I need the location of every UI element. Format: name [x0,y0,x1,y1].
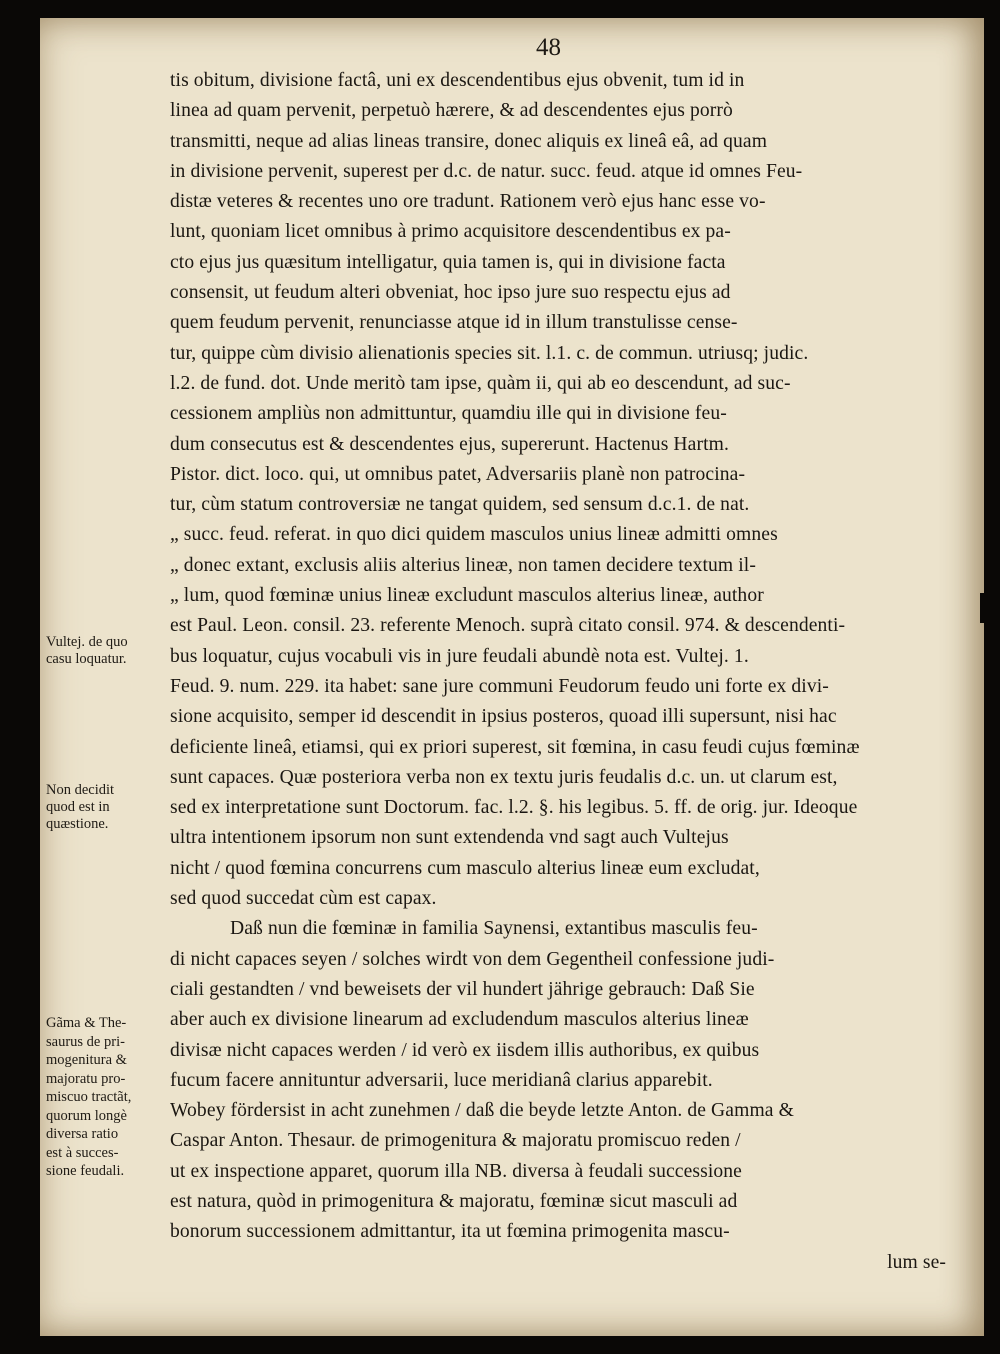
text-line: cessionem ampliùs non admittuntur, quamdiu ille qui in divisione feu- [170,403,727,425]
text-line: transmitti, neque ad alias lineas transire, donec aliquis ex lineâ eâ, ad quam [170,130,768,152]
margin-note-line: sione feudali. [46,1163,125,1179]
text-line: cto ejus jus quæsitum intelligatur, quia tamen is, qui in divisione facta [170,251,726,273]
text-line: ut ex inspectione apparet, quorum illa NB. diversa à feudali successione [170,1160,742,1182]
page-number: 48 [536,34,561,61]
text-line: est Paul. Leon. consil. 23. referente Menoch. suprà citato consil. 974. & descendenti- [170,615,846,637]
text-line: tur, cùm statum controversiæ ne tangat quidem, sed sensum d.c.1. de nat. [170,494,750,516]
margin-note-line: majoratu pro- [46,1070,126,1087]
margin-note-line: Non decidit [46,782,115,798]
text-line: di nicht capaces seyen / solches wirdt von dem Gegentheil confessione judi- [170,948,775,970]
text-line: „ lum, quod fœminæ unius lineæ excludunt masculos alterius lineæ, author [170,585,764,607]
margin-note-line: Gãma & The- [46,1015,127,1031]
text-line: Caspar Anton. Thesaur. de primogenitura & majoratu promiscuo reden / [170,1130,741,1152]
text-line: in divisione pervenit, superest per d.c. de natur. succ. feud. atque id omnes Feu- [170,160,803,182]
text-line: Wobey fördersist in acht zunehmen / daß die beyde letzte Anton. de Gamma & [170,1100,794,1122]
text-line: dum consecutus est & descendentes ejus, supererunt. Hactenus Hartm. [170,433,729,455]
text-line: ciali gestandten / vnd beweisets der vil hundert jährige gebrauch: Daß Sie [170,978,755,1000]
margin-note-line: casu loquatur. [46,651,127,667]
text-line: Feud. 9. num. 229. ita habet: sane jure communi Feudorum feudo uni forte ex divi- [170,675,829,697]
margin-note-line: miscuo tractãt, [46,1089,132,1105]
margin-note-non-decidit [46,782,174,833]
text-line: tis obitum, divisione factâ, uni ex descendentibus ejus obvenit, tum id in [170,70,745,91]
text-line: fucum facere annituntur adversarii, luce meridianâ clarius apparebit. [170,1069,713,1091]
text-line: sed ex interpretatione sunt Doctorum. fac. l.2. §. his legibus. 5. ff. de orig. jur. Ideoque [170,797,858,819]
book-page [40,18,984,1336]
text-line: Daß nun die fœminæ in familia Saynensi, extantibus masculis feu- [230,918,758,940]
margin-note-line: Vultej. de quo [46,634,128,650]
margin-note-line: saurus de pri- [46,1033,125,1050]
margin-note-line: est à succes- [46,1144,119,1161]
text-line: est natura, quòd in primogenitura & majoratu, fœminæ sicut masculi ad [170,1190,738,1212]
margin-note-line: diversa ratio [46,1126,119,1142]
text-line: distæ veteres & recentes uno ore tradunt. Rationem verò ejus hanc esse vo- [170,191,766,213]
text-line: lunt, quoniam licet omnibus à primo acquisitore descendentibus ex pa- [170,221,731,243]
text-line: linea ad quam pervenit, perpetuò hærere, & ad descendentes ejus porrò [170,100,733,122]
text-line: quem feudum pervenit, renunciasse atque id in illum transtulisse cense- [170,312,738,334]
page-edge-tear [980,593,984,623]
text-line: lum se- [887,1251,946,1273]
text-line: „ succ. feud. referat. in quo dici quidem masculos unius lineæ admitti omnes [170,524,778,546]
margin-note-line: quæstione. [46,816,109,832]
margin-note-vultejus [46,634,174,668]
text-line: nicht / quod fœmina concurrens cum masculo alterius lineæ eum excludat, [170,857,760,879]
text-line: „ donec extant, exclusis aliis alterius lineæ, non tamen decidere textum il- [170,554,756,576]
text-line: sione acquisito, semper id descendit in ipsius posteros, quoad illi supersunt, nisi hac [170,706,837,728]
text-line: deficiente lineâ, etiamsi, qui ex priori superest, sit fœmina, in casu feudi cujus fœminæ [170,736,860,758]
margin-note-line: mogenitura & [46,1052,127,1068]
text-line: tur, quippe cùm divisio alienationis species sit. l.1. c. de commun. utriusq; judic. [170,342,809,364]
margin-note-gamma-thesaurus [46,1014,174,1181]
text-line: ultra intentionem ipsorum non sunt extendenda vnd sagt auch Vultejus [170,827,729,849]
text-line: sed quod succedat cùm est capax. [170,888,437,910]
text-line: l.2. de fund. dot. Unde meritò tam ipse, quàm ii, qui ab eo descendunt, ad suc- [170,372,791,394]
text-line: consensit, ut feudum alteri obveniat, hoc ipso jure suo respectu ejus ad [170,282,731,304]
margin-note-line: quorum longè [46,1107,127,1124]
text-line: bonorum successionem admittantur, ita ut fœmina primogenita mascu- [170,1221,730,1243]
text-line: bus loquatur, cujus vocabuli vis in jure feudali abundè nota est. Vultej. 1. [170,645,749,667]
text-line: Pistor. dict. loco. qui, ut omnibus patet, Adversariis planè non patrocina- [170,463,746,485]
text-line: divisæ nicht capaces werden / id verò ex iisdem illis authoribus, ex quibus [170,1039,760,1061]
text-line: sunt capaces. Quæ posteriora verba non ex textu juris feudalis d.c. un. ut clarum est, [170,766,838,788]
body-text [170,66,950,1278]
margin-note-line: quod est in [46,799,110,815]
text-line: aber auch ex divisione linearum ad excludendum masculos alterius lineæ [170,1009,749,1031]
